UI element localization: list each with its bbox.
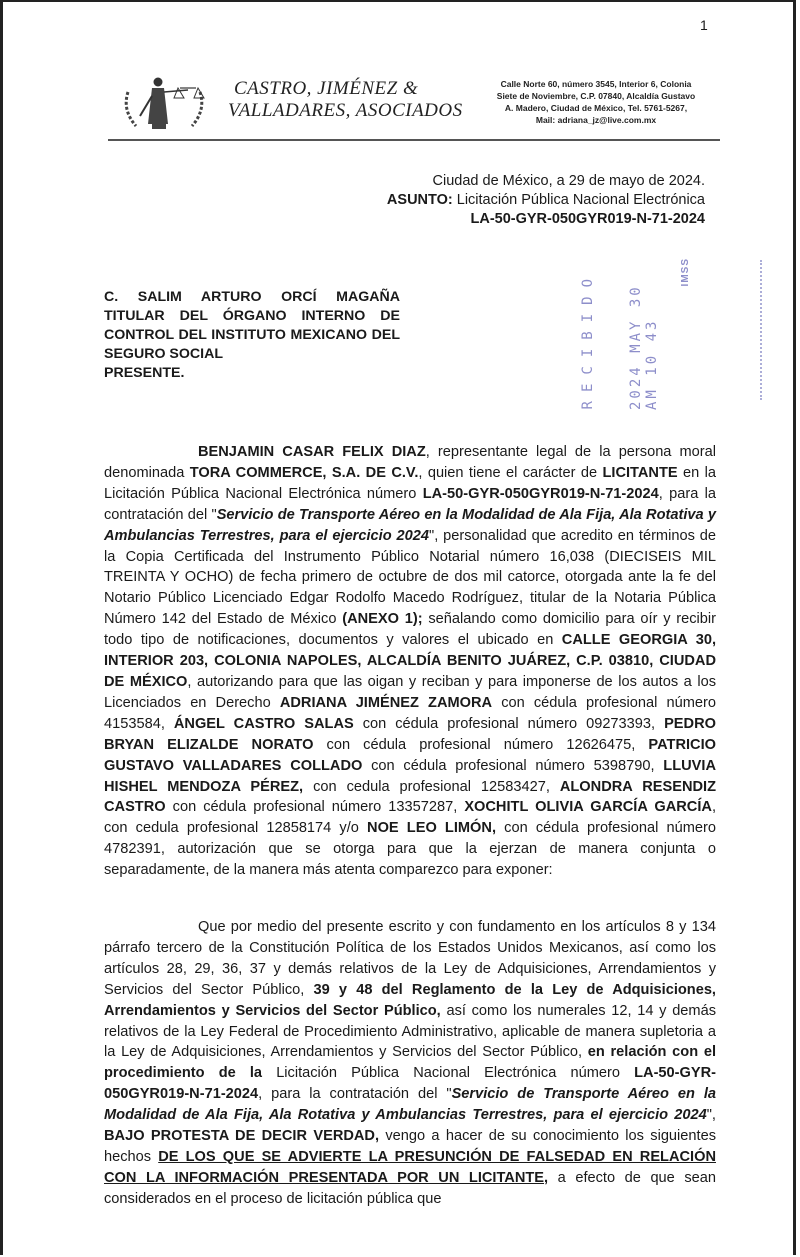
received-stamp [560, 250, 780, 410]
text-run: con cédula profesional número 4782391, autorización que se otorga para que la ejerzan de manera conjunta o separadamente, de la manera más atenta comparezco para exponer: [104, 820, 716, 879]
emphasis-run: LICITANTE [602, 464, 678, 481]
text-run: Que por medio del presente escrito y con fundamento en los artículos 8 y 134 párrafo tercero de la Constitución Política de los Estados Unidos Mexicanos, así como los artículos 28, 29, 36, 37 y demás relativos de la Ley de Adquisiciones, Arrendamientos y Servicios del Sector Público, [104, 919, 716, 998]
addressee-line: SEGURO SOCIAL [104, 346, 224, 362]
emphasis-run: Servicio de Transporte Aéreo en la Modalidad de Ala Fija, Ala Rotativa y Ambulancias Terrestres, para el ejercicio 2024 [104, 506, 716, 544]
emphasis-run: PATRICIO GUSTAVO VALLADARES COLLADO [104, 736, 716, 774]
emphasis-run: BAJO PROTESTA DE DECIR VERDAD, [104, 1128, 380, 1145]
asunto-label: ASUNTO: [386, 192, 453, 208]
emphasis-run: XOCHITL OLIVIA GARCÍA GARCÍA [464, 799, 712, 816]
addressee-line: TITULAR DEL ÓRGANO INTERNO DE [104, 308, 400, 324]
text-run: , autorizando para que las oigan y reciban y para imponerse de los autos a los Licenciados en Derecho [104, 673, 716, 711]
text-run: así como los numerales 12, 14 y demás relativos de la Ley Federal de Procedimiento Administrativo, aplicable de manera supletoria a la Ley de Adquisiciones, Arrendamientos y Servicios del Sector Público, [104, 1002, 716, 1061]
emphasis-run: ADRIANA JIMÉNEZ ZAMORA [279, 694, 493, 711]
text-run: Licitación Pública Nacional Electrónica número [262, 1065, 635, 1082]
stamp-datetime: 2024 MAY 30 AM 10 43 [628, 284, 660, 410]
emphasis-run: DE LOS QUE SE ADVIERTE LA PRESUNCIÓN DE FALSEDAD EN RELACIÓN CON LA INFORMACIÓN PRESENTADA POR UN LICITANTE, [104, 1148, 716, 1186]
text-run: , representante legal de la persona moral denominada [104, 444, 716, 481]
emphasis-run: LA-50-GYR-050GYR019-N-71-2024 [422, 485, 659, 502]
address-line: Calle Norte 60, número 3545, Interior 6, Colonia [500, 79, 692, 89]
emphasis-run: Servicio de Transporte Aéreo en la Modalidad de Ala Fija, Ala Rotativa y Ambulancias Terrestres, para el ejercicio 2024 [104, 1086, 716, 1124]
text-run: a efecto de que sean considerados en el proceso de licitación pública que [104, 1169, 717, 1207]
addressee-line: C. SALIM ARTURO ORCÍ MAGAÑA [104, 289, 400, 305]
letterhead [118, 72, 718, 132]
text-run: vengo a hacer de su conocimiento los siguientes hechos [104, 1128, 716, 1165]
place-date: Ciudad de México, a 29 de mayo de 2024. [432, 173, 705, 189]
asunto-text: Licitación Pública Nacional Electrónica [456, 192, 705, 208]
page-number: 1 [700, 17, 708, 33]
paragraph-text [104, 442, 716, 881]
text-run: con cédula profesional número 5398790, [362, 757, 664, 774]
emphasis-run: PEDRO BRYAN ELIZALDE NORATO [104, 715, 716, 753]
stamp-received: RECIBIDO [580, 270, 596, 410]
emphasis-run: CALLE GEORGIA 30, INTERIOR 203, COLONIA NAPOLES, ALCALDÍA BENITO JUÁREZ, C.P. 03810, CIUDAD DE MÉXICO [104, 632, 717, 690]
addressee-line: CONTROL DEL INSTITUTO MEXICANO DEL [104, 327, 400, 343]
text-run: con cédula profesional número 12626475, [313, 736, 649, 753]
text-run: con cédula profesional número 4153584, [104, 694, 716, 732]
emphasis-run: LA-50-GYR-050GYR019-N-71-2024 [104, 1065, 716, 1103]
addressee-block [104, 288, 400, 383]
text-run: señalando como domicilio para oír y recibir todo tipo de notificaciones, documentos y valores el ubicado en [104, 611, 716, 649]
body-paragraph-1 [104, 442, 716, 881]
emphasis-run: NOE LEO LIMÓN, [367, 820, 497, 837]
emphasis-run: TORA COMMERCE, S.A. DE C.V. [189, 464, 419, 481]
firm-name [228, 78, 463, 122]
firm-name-line1: CASTRO, JIMÉNEZ & [234, 78, 419, 99]
text-run: , quien tiene el carácter de [418, 464, 603, 481]
text-run: , para la contratación del " [104, 485, 716, 523]
address-line: A. Madero, Ciudad de México, Tel. 5761-5267, [504, 103, 688, 113]
paragraph-text [104, 917, 716, 1210]
address-line: Siete de Noviembre, C.P. 07840, Alcaldía Gustavo [496, 91, 696, 101]
text-run: con cédula profesional número 13357287, [165, 799, 465, 816]
emphasis-run: en relación con el procedimiento de la [104, 1044, 716, 1082]
firm-name-line2: VALLADARES, ASOCIADOS [228, 100, 463, 121]
emphasis-run: LLUVIA HISHEL MENDOZA PÉREZ, [104, 757, 716, 795]
text-run: ", [706, 1107, 716, 1124]
reference-number: LA-50-GYR-050GYR019-N-71-2024 [470, 211, 705, 227]
text-run: , para la contratación del " [258, 1086, 452, 1103]
body-paragraph-2 [104, 917, 716, 1210]
text-run: con cédula profesional número 09273393, [353, 715, 665, 732]
text-run: ", personalidad que acredito en términos de la Copia Certificada del Instrumento Público Notarial número 16,038 (DIECISEIS MIL TREINTA Y OCHO) de fecha primero de octubre de dos mil catorce, otorgada ante la fe del Notario Público Licenciado Edgar Rodolfo Macedo Rodríguez, titular de la Notaria Pública Número 142 del Estado de México [104, 527, 717, 628]
text-run: en la Licitación Pública Nacional Electrónica número [104, 464, 716, 502]
text-run: , con cedula profesional 12858174 y/o [104, 799, 716, 837]
emphasis-run: (ANEXO 1); [342, 611, 423, 628]
addressee-line: PRESENTE. [104, 365, 185, 381]
subject-block [387, 172, 705, 229]
stamp-dotted-line [760, 260, 763, 400]
stamp-institution: IMSS [680, 258, 691, 287]
emphasis-run: BENJAMIN CASAR FELIX DIAZ [198, 444, 426, 460]
letterhead-divider [108, 139, 720, 141]
lady-justice-logo-icon [118, 72, 210, 132]
emphasis-run: 39 y 48 del Reglamento de la Ley de Adquisiciones, Arrendamientos y Servicios del Sector Público, [104, 981, 716, 1019]
address-line: Mail: adriana_jz@live.com.mx [535, 115, 657, 125]
asunto-line [387, 191, 705, 210]
text-run: con cedula profesional 12583427, [303, 778, 560, 795]
emphasis-run: ALONDRA RESENDIZ CASTRO [104, 778, 717, 816]
firm-address [484, 78, 708, 126]
emphasis-run: ÁNGEL CASTRO SALAS [173, 715, 354, 732]
